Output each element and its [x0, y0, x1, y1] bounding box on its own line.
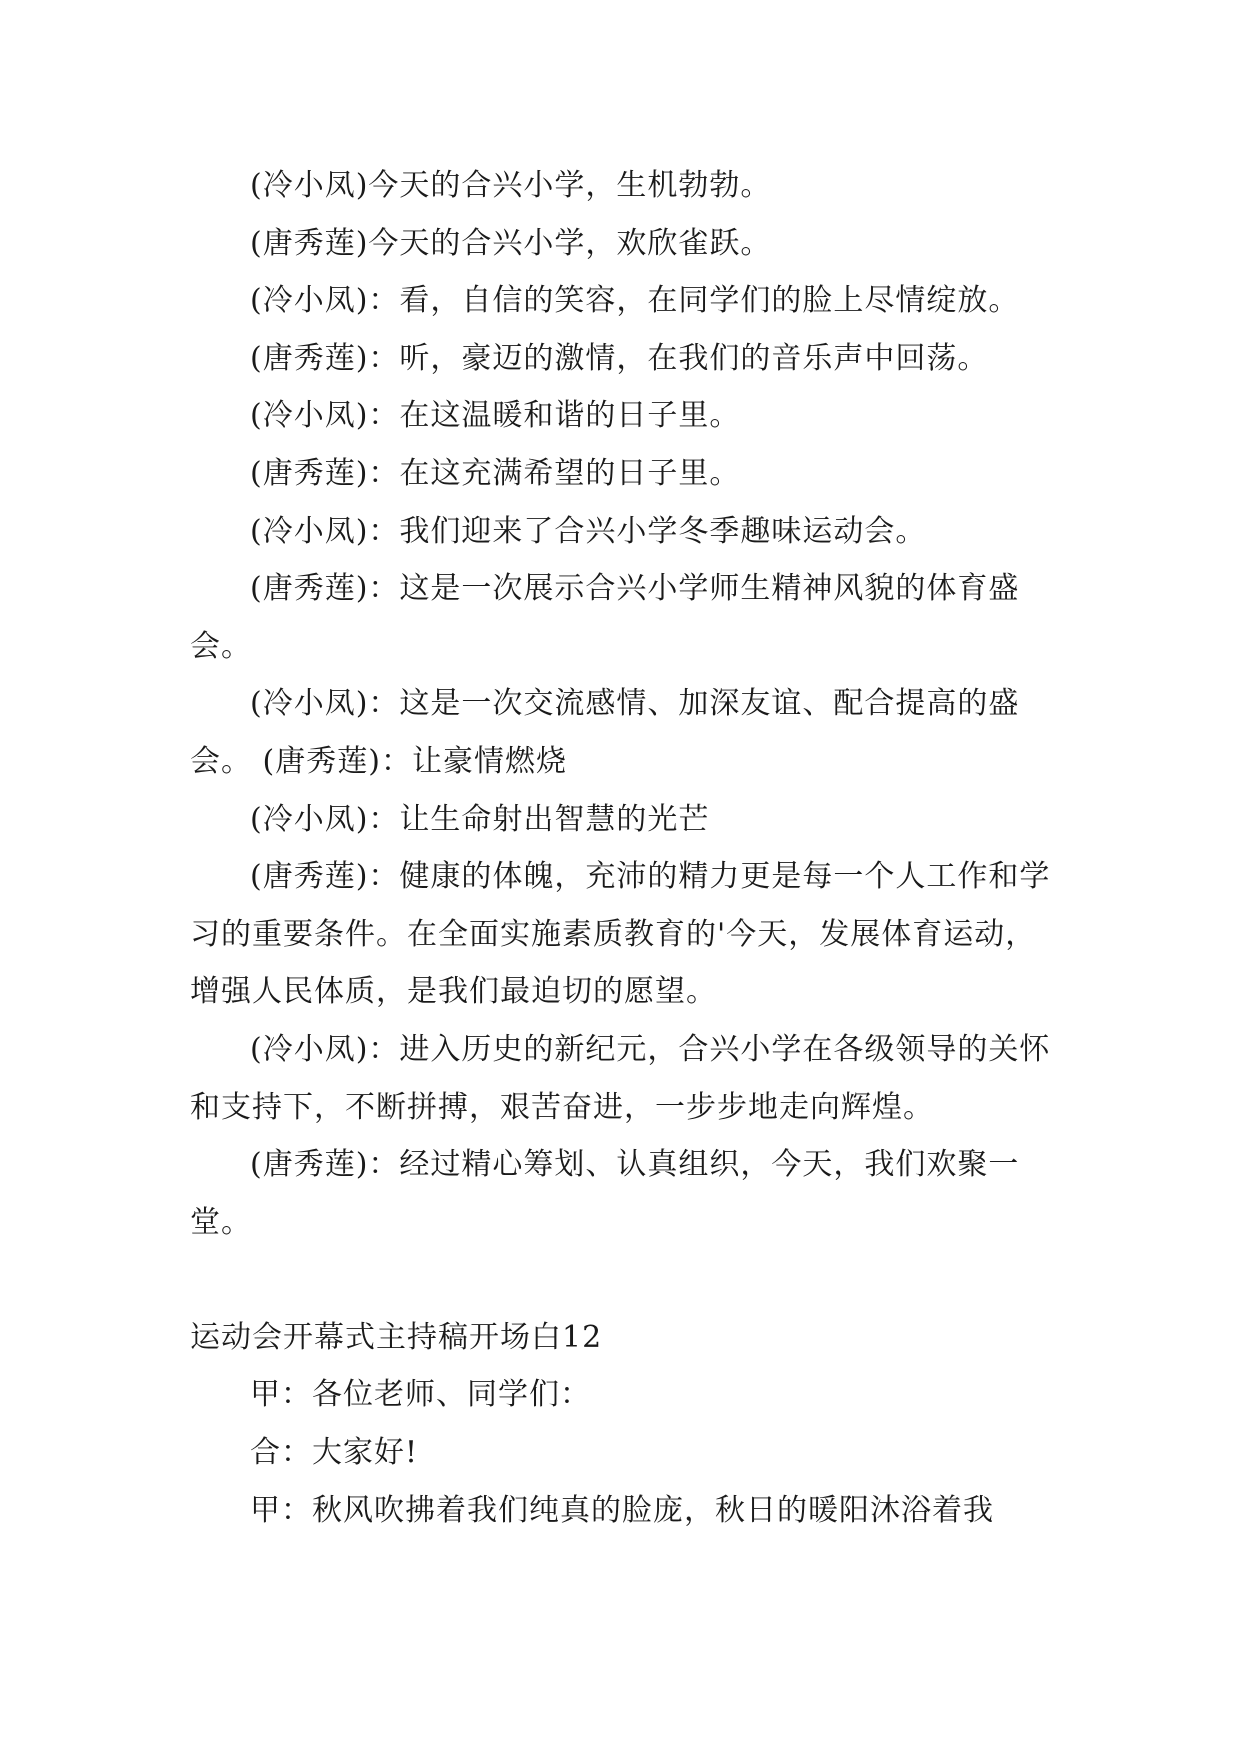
paragraph-8: (唐秀莲)：这是一次展示合兴小学师生精神风貌的体育盛会。: [190, 571, 1020, 664]
paragraph-1: (冷小凤)今天的合兴小学，生机勃勃。: [250, 168, 772, 203]
section-paragraph-3: 甲：秋风吹拂着我们纯真的脸庞，秋日的暖阳沐浴着我: [250, 1492, 994, 1528]
paragraph-10: (冷小凤)：让生命射出智慧的光芒: [250, 801, 710, 837]
paragraph-4: (唐秀莲)：听，豪迈的激情，在我们的音乐声中回荡。: [250, 340, 989, 376]
paragraph-13: (唐秀莲)：经过精心筹划、认真组织，今天，我们欢聚一堂。: [190, 1147, 1020, 1240]
paragraph-7: (冷小凤)：我们迎来了合兴小学冬季趣味运动会。: [250, 513, 927, 549]
section-paragraph-2: 合：大家好!: [250, 1435, 419, 1471]
paragraph-11: (唐秀莲)：健康的体魄，充沛的精力更是每一个人工作和学习的重要条件。在全面实施素质教育的'今天，发展体育运动，增强人民体质，是我们最迫切的愿望。: [190, 859, 1051, 1010]
paragraph-5: (冷小凤)：在这温暖和谐的日子里。: [250, 398, 741, 434]
paragraph-6: (唐秀莲)：在这充满希望的日子里。: [250, 455, 741, 491]
section-paragraph-1: 甲：各位老师、同学们：: [250, 1377, 591, 1413]
section-heading: 运动会开幕式主持稿开场白12: [190, 1319, 603, 1355]
paragraph-3: (冷小凤)：看，自信的笑容，在同学们的脸上尽情绽放。: [250, 283, 1020, 319]
paragraph-9: (冷小凤)：这是一次交流感情、加深友谊、配合提高的盛会。 (唐秀莲)：让豪情燃烧: [190, 686, 1020, 779]
paragraph-12: (冷小凤)：进入历史的新纪元，合兴小学在各级领导的关怀和支持下，不断拼搏，艰苦奋进，一步步地走向辉煌。: [190, 1031, 1051, 1125]
paragraph-2: (唐秀莲)今天的合兴小学，欢欣雀跃。: [250, 225, 772, 261]
document-body: [190, 157, 1052, 1539]
